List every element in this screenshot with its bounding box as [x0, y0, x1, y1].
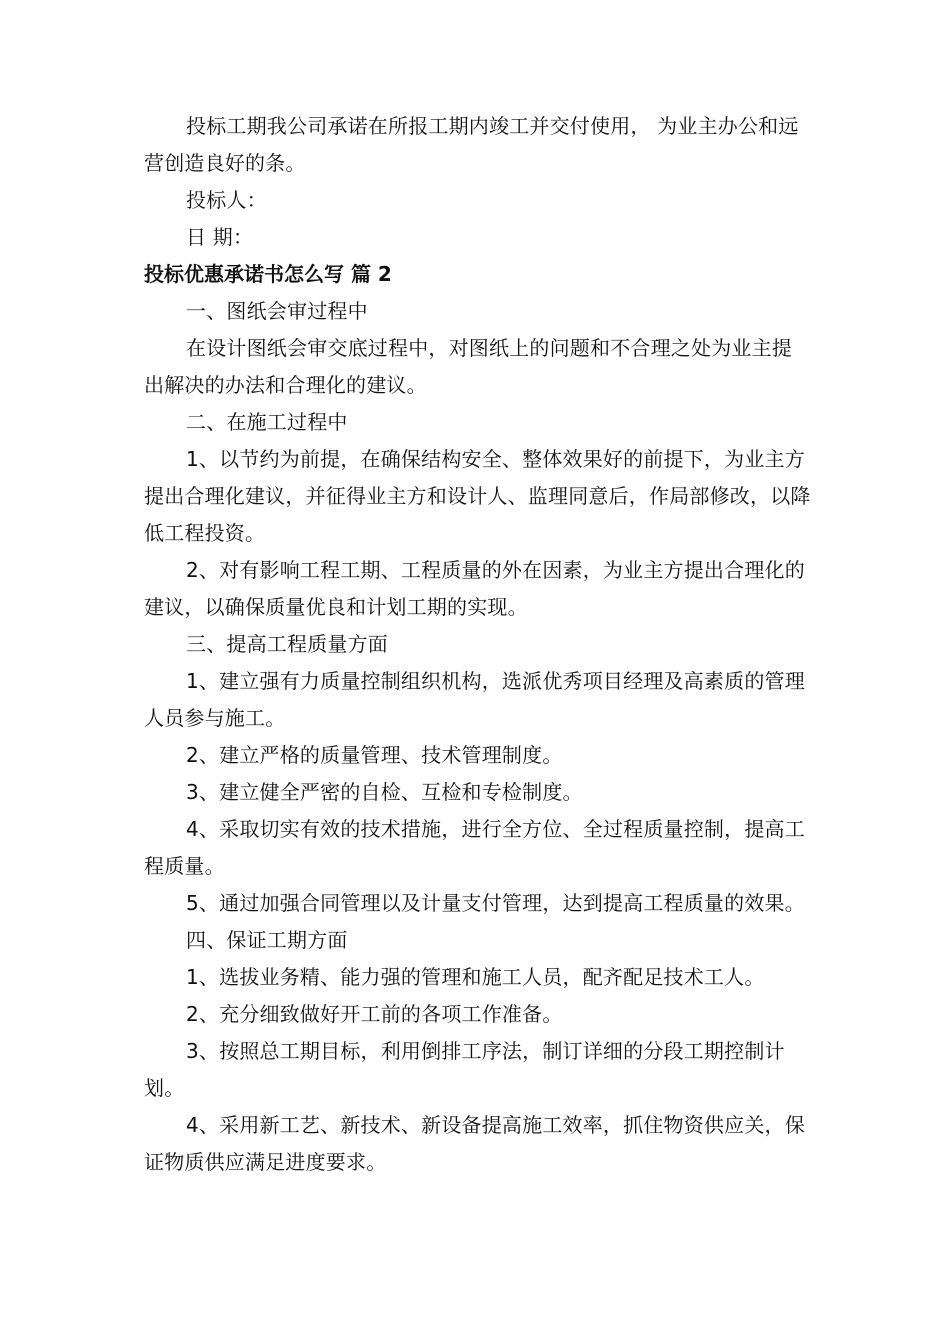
paragraph-quality-item-4: 4、采取切实有效的技术措施，进行全方位、全过程质量控制，提高工程质量。 — [144, 817, 805, 878]
document-body — [144, 108, 812, 1181]
paragraph-bidder: 投标人： — [186, 188, 267, 212]
paragraph-construction-item-2: 2、对有影响工程工期、工程质量的外在因素，为业主方提出合理化的建议，以确保质量优良和计划工期的实现。 — [144, 558, 805, 619]
paragraph-schedule-item-4: 4、采用新工艺、新技术、新设备提高施工效率，抓住物资供应关，保证物质供应满足进度要求。 — [144, 1113, 805, 1174]
paragraph-quality-item-3: 3、建立健全严密的自检、互检和专检制度。 — [186, 780, 583, 804]
subheading-construction-process: 二、在施工过程中 — [186, 410, 348, 434]
paragraph-date: 日 期： — [186, 225, 254, 249]
paragraph-schedule-item-3: 3、按照总工期目标，利用倒排工序法，制订详细的分段工期控制计划。 — [144, 1039, 785, 1100]
subheading-drawing-review: 一、图纸会审过程中 — [186, 299, 368, 323]
paragraph-schedule-item-1: 1、选拔业务精、能力强的管理和施工人员，配齐配足技术工人。 — [186, 965, 765, 989]
paragraph-quality-item-5: 5、通过加强合同管理以及计量支付管理，达到提高工程质量的效果。 — [186, 891, 805, 915]
paragraph-drawing-review: 在设计图纸会审交底过程中，对图纸上的问题和不合理之处为业主提出解决的办法和合理化的建议。 — [144, 336, 792, 397]
paragraph-schedule-commitment: 投标工期我公司承诺在所报工期内竣工并交付使用， 为业主办公和远营创造良好的条。 — [144, 114, 799, 175]
paragraph-construction-item-1: 1、以节约为前提，在确保结构安全、整体效果好的前提下，为业主方提出合理化建议，并征得业主方和设计人、监理同意后，作局部修改，以降低工程投资。 — [144, 447, 811, 545]
subheading-schedule: 四、保证工期方面 — [186, 928, 348, 952]
paragraph-quality-item-2: 2、建立严格的质量管理、技术管理制度。 — [186, 743, 563, 767]
paragraph-schedule-item-2: 2、充分细致做好开工前的各项工作准备。 — [186, 1002, 563, 1026]
subheading-quality: 三、提高工程质量方面 — [186, 632, 388, 656]
section-heading: 投标优惠承诺书怎么写 篇 2 — [144, 262, 392, 286]
paragraph-quality-item-1: 1、建立强有力质量控制组织机构，选派优秀项目经理及高素质的管理人员参与施工。 — [144, 669, 805, 730]
